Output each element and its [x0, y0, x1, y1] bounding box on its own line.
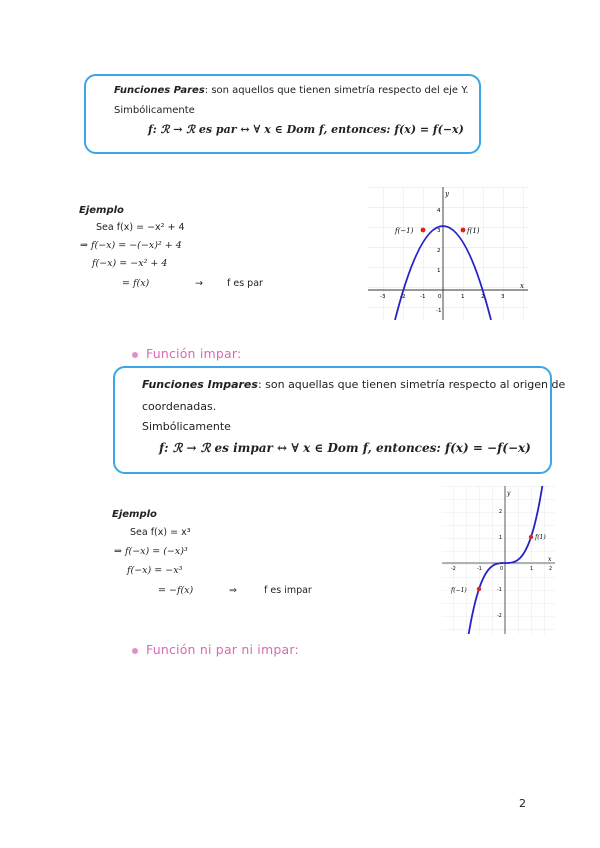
even-formula: f: ℛ → ℛ es par ↔ ∀ x ∈ Dom f, entonces: f(x) = f(−x)	[148, 123, 464, 136]
graph-even-svg	[368, 187, 528, 320]
tick-label: -2	[400, 294, 406, 300]
tick-label: 2	[499, 510, 503, 515]
axis-x-label: x	[548, 556, 552, 563]
example-line: ⇒ f(−x) = (−x)³	[114, 546, 188, 557]
tick-label: -2	[451, 567, 456, 572]
tick-label: 2	[481, 294, 485, 300]
definition-box-odd	[113, 366, 566, 474]
example-title: Ejemplo	[79, 205, 124, 216]
definition-even-text: : son aquellos que tienen simetría respecto del eje Y.	[204, 85, 469, 96]
definition-even-line	[114, 84, 469, 98]
bullet-dot	[132, 648, 138, 654]
definition-odd-text: : son aquellas que tienen simetría respecto al origen de	[257, 378, 566, 391]
tick-label: -3	[380, 294, 386, 300]
definition-odd-title: Funciones Impares	[142, 378, 258, 391]
section-odd-heading: Función impar:	[146, 346, 242, 361]
label-f-neg1: f(−1)	[451, 587, 467, 594]
example-line: = −f(x)	[158, 585, 194, 596]
tick-label: 0	[500, 567, 504, 572]
tick-label: 3	[437, 228, 441, 234]
axis-y-label: y	[445, 190, 449, 198]
axis-x-label: x	[520, 282, 524, 290]
section-neither-heading: Función ni par ni impar:	[146, 642, 299, 657]
tick-label: 2	[549, 567, 553, 572]
example-line: f(−x) = −x² + 4	[92, 258, 168, 269]
graph-odd-cubic	[442, 486, 555, 634]
tick-label: 3	[501, 294, 505, 300]
tick-label: 1	[530, 567, 534, 572]
point-f-1	[461, 228, 466, 233]
tick-label: -1	[497, 588, 502, 593]
implies-arrow: ⇒	[229, 585, 237, 596]
example-title: Ejemplo	[112, 509, 157, 520]
tick-label: -1	[420, 294, 426, 300]
example-line: f(−x) = −x³	[127, 565, 183, 576]
tick-label: -1	[477, 567, 482, 572]
point-f-neg1	[477, 587, 481, 591]
definition-box-even	[84, 74, 481, 154]
graph-odd-svg	[442, 486, 555, 634]
label-f-neg1: f(−1)	[395, 227, 414, 235]
tick-label: 0	[438, 294, 442, 300]
example-conclusion: f es par	[227, 278, 263, 289]
example-conclusion: f es impar	[264, 585, 312, 596]
grid	[368, 187, 528, 320]
tick-label: -1	[436, 308, 442, 314]
label-f-1: f(1)	[535, 534, 546, 541]
label-f-1: f(1)	[467, 227, 480, 235]
page-number: 2	[519, 797, 526, 810]
point-f-1	[529, 535, 533, 539]
definition-odd-line	[142, 376, 565, 394]
definition-even-title: Funciones Pares	[114, 85, 205, 96]
tick-label: 1	[437, 268, 441, 274]
symbolic-label: Simbólicamente	[142, 420, 231, 433]
implies-arrow: →	[195, 278, 203, 289]
tick-label: 1	[461, 294, 465, 300]
example-line: Sea f(x) = −x² + 4	[96, 222, 185, 233]
bullet-dot	[132, 352, 138, 358]
example-line: Sea f(x) = x³	[130, 527, 191, 538]
odd-formula: f: ℛ → ℛ es impar ↔ ∀ x ∈ Dom f, entonces: f(x) = −f(−x)	[159, 441, 531, 455]
tick-label: 4	[437, 208, 441, 214]
point-f-neg1	[421, 228, 426, 233]
tick-label: -2	[497, 614, 502, 619]
symbolic-label: Simbólicamente	[114, 105, 195, 116]
tick-label: 2	[437, 248, 441, 254]
example-line: ⇒ f(−x) = −(−x)² + 4	[80, 240, 182, 251]
graph-even-parabola	[368, 187, 528, 320]
example-line: = f(x)	[122, 278, 150, 289]
axis-y-label: y	[507, 490, 511, 497]
definition-odd-text2: coordenadas.	[142, 400, 217, 413]
tick-label: 1	[499, 536, 503, 541]
